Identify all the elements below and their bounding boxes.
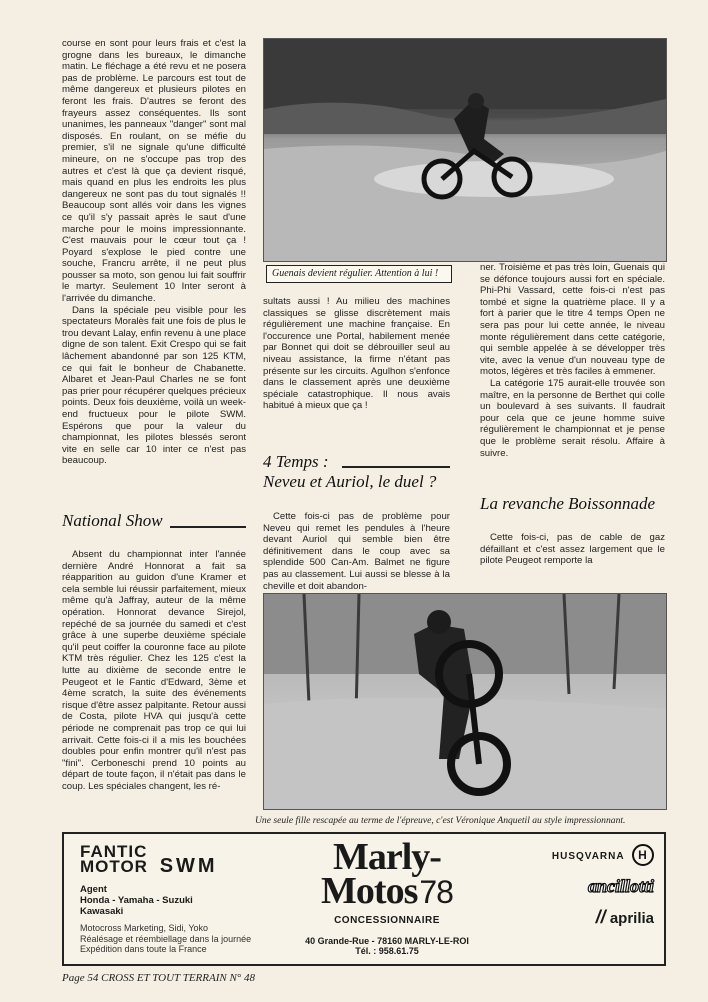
aprilia-logo: // aprilia — [595, 907, 654, 927]
article-paragraph: sultats aussi ! Au milieu des machines classiques se glisse discrètement mais régulièrement une machine française. En l'occurence une Portal, habilement menée par Bonnet qui doit se débrouiller seul au niveau assistance, la firme n'étant pas présente sur les circuits. Agulhon s'enfonce dans le classement après une deuxième spéciale catastrophique. Il nous avais habitué à mieux que ça ! — [263, 296, 450, 412]
ad-service-line: Motocross Marketing, Sidi, Yoko — [80, 923, 209, 933]
middle-column — [263, 296, 450, 412]
aprilia-mark-icon: // — [595, 907, 606, 927]
heading-line-2: Neveu et Auriol, le duel ? — [263, 472, 437, 491]
ad-center-block — [292, 836, 482, 956]
ad-service-line: Expédition dans toute la France — [80, 944, 207, 954]
marly-motos-logo: Marly- Motos78 — [321, 836, 453, 912]
right-column — [480, 262, 665, 459]
article-paragraph: Absent du championnat inter l'année dernière André Honnorat a fait sa réapparition au guidon d'une Kramer et cela semble lui réussir parfaitement, mieux même qu'à Jaffray, auteur de la même opération. Honnorat devance Sirejol, repéché de sa journée du samedi et c'est grâce à une superbe deuxième spéciale qu'il peut coiffer la couronne face au pilote KTM très régulier. Chez les 125 c'est la lutte au dixième de seconde entre le Peugeot et le Fantic d'Edward, 3ème et 4ème scratch, la suite des événements risque d'être assez palpitante. Retour aussi de Costa, pilote HVA qui jusqu'à cette période ne comprenait pas trop ce qui lui arrivait. Cette fois-ci il a mis les bouchées doubles pour enfin montrer qu'il n'est pas "fini". Cerboneschi prend 10 points au départ de toute façon, il n'était pas dans le coup. Les spéciales changent, les ré- — [62, 549, 246, 792]
revanche-heading: La revanche Boissonnade — [480, 494, 656, 513]
bottom-photo-caption: Une seule fille rescapée au terme de l'épreuve, c'est Véronique Anquetil au style impressionnant. — [255, 815, 626, 826]
national-show-heading: National Show — [62, 511, 163, 530]
ad-phone: Tél. : 958.61.75 — [355, 946, 419, 956]
left-column — [62, 38, 246, 467]
top-photo — [263, 38, 667, 262]
page-footer: Page 54 CROSS ET TOUT TERRAIN N° 48 — [62, 972, 255, 984]
ad-right-block — [504, 844, 654, 928]
husqvarna-logo: HUSQVARNA H — [504, 844, 654, 866]
article-paragraph: ner. Troisième et pas très loin, Guenais qui se défonce toujours aussi fort en spéciale. Phi-Phi Vassard, cette fois-ci n'est pas tombé et signe la quatrième place. Il y a fort à parier que le titre 4 temps Open ne sera pas pour lui cette année, le niveau monte régulièrement dans cette catégorie, qui semble appelée à se développer très vite, avec la venue d'un nouveau type de motos, légères et très faciles à emmener. — [480, 262, 665, 378]
ad-concession: CONCESSIONNAIRE — [334, 915, 440, 926]
article-paragraph: Dans la spéciale peu visible pour les spectateurs Moralès fait une fois de plus le trou devant Lalay, enfin revenu à une place digne de son talent. Exit Crespo qui se fait lâchement abandonné par son 125 KTM, ce qui fait le bonheur de Chabanette. Albaret et Jean-Paul Charles ne se font pas prier pour récupérer quelques précieux points. Deux fois deuxième, voilà un week-end fructueux pour le pilote SWM. Espérons que pour la valeur du championnat, les pilotes blessés seront vite en selle car 10 inter ce n'est pas beaucoup. — [62, 304, 246, 467]
left-column-national — [62, 549, 246, 792]
rider-pushing-bike-photo — [264, 594, 666, 809]
rider-in-water-photo — [264, 39, 666, 261]
article-paragraph: Cette fois-ci pas de problème pour Neveu qui remet les pendules à l'heure devant Auriol qui semble bien être définitivement dans le coup avec sa splendide 500 Can-Am. Balmet ne figure pas au classement. Lui aussi se blesse à la cheville et doit abandon- — [263, 511, 450, 592]
four-temps-heading — [263, 452, 453, 492]
ad-brands: Honda - Yamaha - Suzuki — [80, 895, 193, 906]
husqvarna-crown-icon: H — [632, 844, 654, 866]
middle-column-2 — [263, 511, 450, 592]
photo-caption: Guenais devient régulier. Attention à lui ! — [266, 265, 452, 283]
heading-rule — [342, 466, 450, 468]
right-column-2 — [480, 532, 665, 567]
ad-left-block — [80, 844, 285, 955]
ad-service-line: Réalésage et réembiellage dans la journée — [80, 933, 252, 944]
article-paragraph: course en sont pour leurs frais et c'est la grogne dans les bureaux, le dimanche matin. Le fléchage a été revu et ne posera pas de problème. Le parcours est tout de même dangereux et plusieurs pilotes en feront les frais. D'autres se feront des frayeurs assez conséquentes. Ils sont unanimes, les panneaux "danger" sont mal disposés. En roulant, on se méfie du premier, s'il ne signale qu'une difficulté mineure, on ne s'occupe pas trop des autres et c'est là que ça devient risqué, mais quand en plus les endroits les plus dangereux ne sont pas du tout signalés !! Beaucoup sont allés voir dans les vignes ce qu'il s'y passait après le saut d'une marche pour le moins impressionnante. C'est mauvais pour le cœur tout ça ! Poyard s'explose le pied contre une souche, Francru arrête, il ne peut plus pousser sa moto, son genou lui fait souffrir le martyr. Seulement 10 Inter seront à l'arrivée du dimanche. — [62, 38, 246, 305]
fantic-swm-logo: FANTIC MOTOR SWM — [80, 842, 218, 877]
ad-address: 40 Grande-Rue - 78160 MARLY-LE-ROI — [305, 936, 469, 946]
ancillotti-logo: ancillotti — [587, 876, 654, 896]
bottom-photo — [263, 593, 667, 810]
ad-agent-label: Agent — [80, 884, 107, 895]
heading-rule — [170, 526, 246, 528]
marly-motos-advertisement — [62, 832, 666, 966]
article-paragraph: La catégorie 175 aurait-elle trouvée son maître, en la personne de Berthet qui colle un boulevard à ses suivants. Il faudrait pour cela que ce jeune homme suive régulièrement le championnat et je pense que le problème serait résolu. Affaire à suivre. — [480, 377, 665, 459]
heading-line-1: 4 Temps : — [263, 452, 329, 471]
ad-brands-2: Kawasaki — [80, 906, 124, 917]
article-paragraph: Cette fois-ci, pas de cable de gaz défaillant et c'est assez largement que le pilote Peugeot remporte la — [480, 532, 665, 567]
